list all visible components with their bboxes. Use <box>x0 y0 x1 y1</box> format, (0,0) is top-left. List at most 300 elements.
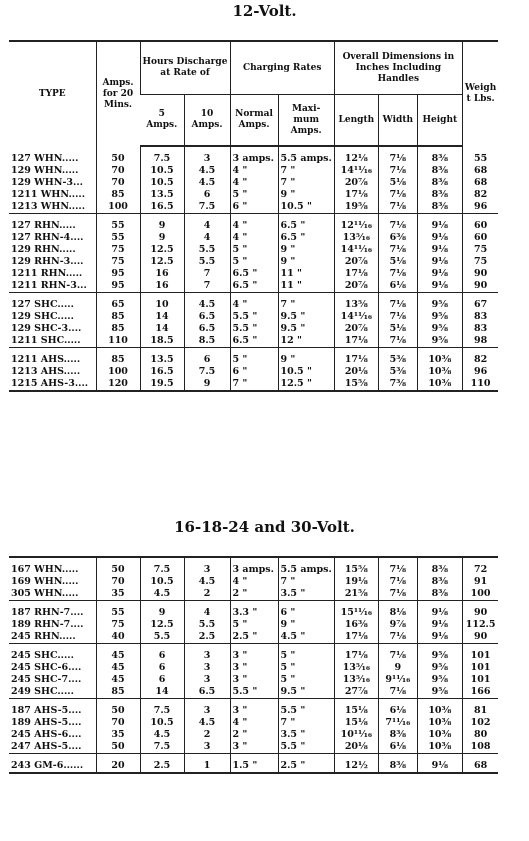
cell-normal-amps: 4 " <box>230 299 278 311</box>
cell-length: 10¹¹⁄₁₆ <box>334 729 378 741</box>
cell-discharge-5-amps: 10 <box>140 299 184 311</box>
spacer-cell <box>334 146 378 153</box>
cell-discharge-10-amps: 7 <box>184 280 230 293</box>
cell-discharge-5-amps: 7.5 <box>140 564 184 576</box>
cell-width: 7⅛ <box>378 686 417 699</box>
cell-discharge-5-amps: 9 <box>140 232 184 244</box>
cell-type: 127 SHC..... <box>11 299 74 310</box>
cell-maximum-amps: 5.5 amps. <box>278 564 334 576</box>
cell-maximum-amps: 12 " <box>278 335 334 348</box>
cell-width: 7⅛ <box>378 189 417 201</box>
cell-width: 7⅛ <box>378 268 417 280</box>
cell-discharge-5-amps: 14 <box>140 686 184 699</box>
cell-normal-amps: 4 " <box>230 232 278 244</box>
header-amps: Amps. for 20 Mins. <box>96 41 140 146</box>
cell-width: 5⅜ <box>378 366 417 378</box>
cell-weight: 75 <box>462 244 498 256</box>
cell-discharge-5-amps: 6 <box>140 674 184 686</box>
cell-discharge-10-amps: 2 <box>184 729 230 741</box>
table-body-12-volt <box>9 146 498 391</box>
table-row <box>9 220 498 232</box>
cell-height: 9⅛ <box>417 631 462 644</box>
table-row <box>9 177 498 189</box>
cell-discharge-10-amps: 4 <box>184 607 230 619</box>
cell-length: 17⅛ <box>334 268 378 280</box>
cell-maximum-amps: 2.5 " <box>278 760 334 773</box>
spacer-cell <box>278 557 334 564</box>
spacer-cell <box>278 146 334 153</box>
cell-discharge-10-amps: 3 <box>184 564 230 576</box>
table-row <box>9 256 498 268</box>
table-row <box>9 366 498 378</box>
cell-weight: 83 <box>462 311 498 323</box>
cell-width: 8⅜ <box>378 760 417 773</box>
cell-maximum-amps: 12.5 " <box>278 378 334 391</box>
cell-normal-amps: 3 " <box>230 741 278 754</box>
cell-type: 249 SHC..... <box>11 686 74 697</box>
cell-weight: 90 <box>462 280 498 293</box>
cell-normal-amps: 5 " <box>230 244 278 256</box>
spacer-cell <box>417 146 462 153</box>
cell-amps-20-min: 70 <box>96 177 140 189</box>
cell-normal-amps: 5 " <box>230 189 278 201</box>
table-row <box>9 705 498 717</box>
cell-width: 7¹¹⁄₁₆ <box>378 717 417 729</box>
cell-amps-20-min: 40 <box>96 631 140 644</box>
cell-discharge-10-amps: 5.5 <box>184 619 230 631</box>
header-normal-amps: Normal Amps. <box>230 95 278 147</box>
header-width: Width <box>378 95 417 147</box>
cell-length: 20⅞ <box>334 177 378 189</box>
header-hours-discharge: Hours Discharge at Rate of <box>140 41 230 95</box>
battery-table-12-volt <box>9 40 498 392</box>
cell-amps-20-min: 120 <box>96 378 140 391</box>
cell-maximum-amps: 11 " <box>278 280 334 293</box>
cell-amps-20-min: 100 <box>96 201 140 214</box>
cell-weight: 72 <box>462 564 498 576</box>
cell-discharge-5-amps: 10.5 <box>140 717 184 729</box>
cell-maximum-amps: 10.5 " <box>278 201 334 214</box>
cell-amps-20-min: 50 <box>96 705 140 717</box>
cell-type: 1211 WHN..... <box>11 189 86 200</box>
cell-normal-amps: 5 " <box>230 354 278 366</box>
cell-type: 1211 AHS..... <box>11 354 81 365</box>
header-charging-rates: Charging Rates <box>230 41 334 95</box>
cell-type: 1213 AHS..... <box>11 366 81 377</box>
table-row <box>9 244 498 256</box>
cell-discharge-10-amps: 5.5 <box>184 256 230 268</box>
cell-normal-amps: 7 " <box>230 378 278 391</box>
cell-maximum-amps: 6.5 " <box>278 232 334 244</box>
cell-type: 127 WHN..... <box>11 153 79 164</box>
cell-weight: 90 <box>462 268 498 280</box>
cell-discharge-10-amps: 9 <box>184 378 230 391</box>
cell-discharge-10-amps: 3 <box>184 662 230 674</box>
cell-weight: 101 <box>462 650 498 662</box>
cell-width: 9⅞ <box>378 619 417 631</box>
cell-type: 189 RHN-7.... <box>11 619 84 630</box>
cell-width: 7⅛ <box>378 244 417 256</box>
spacer-cell <box>378 146 417 153</box>
cell-discharge-10-amps: 3 <box>184 674 230 686</box>
cell-height: 10⅜ <box>417 354 462 366</box>
cell-width: 5⅛ <box>378 256 417 268</box>
spacer-cell <box>184 146 230 153</box>
header-maximum-amps: Maxi- mum Amps. <box>278 95 334 147</box>
cell-discharge-5-amps: 12.5 <box>140 619 184 631</box>
table-body-16-30-volt <box>9 557 498 773</box>
table-row <box>9 576 498 588</box>
cell-height: 9⅝ <box>417 323 462 335</box>
table-row <box>9 165 498 177</box>
cell-height: 9⅝ <box>417 686 462 699</box>
cell-length: 20⅛ <box>334 741 378 754</box>
cell-maximum-amps: 5 " <box>278 650 334 662</box>
cell-discharge-10-amps: 3 <box>184 741 230 754</box>
cell-weight: 55 <box>462 153 498 165</box>
cell-normal-amps: 3 amps. <box>230 153 278 165</box>
cell-normal-amps: 5 " <box>230 619 278 631</box>
spacer-cell <box>417 557 462 564</box>
cell-maximum-amps: 6 " <box>278 607 334 619</box>
cell-type: 243 GM-6...... <box>9 760 96 773</box>
cell-length: 20⅛ <box>334 366 378 378</box>
spacer-cell <box>462 146 498 153</box>
cell-type: 129 SHC-3.... <box>11 323 82 334</box>
spacer-cell <box>184 557 230 564</box>
cell-weight: 101 <box>462 674 498 686</box>
table-row <box>9 729 498 741</box>
cell-type: 127 RHN-4.... <box>11 232 84 243</box>
cell-amps-20-min: 45 <box>96 662 140 674</box>
cell-discharge-5-amps: 2.5 <box>140 760 184 773</box>
cell-height: 8⅜ <box>417 153 462 165</box>
cell-type: 189 AHS-5.... <box>11 717 82 728</box>
cell-type: 1213 WHN..... <box>11 201 86 212</box>
cell-length: 20⅞ <box>334 280 378 293</box>
cell-maximum-amps: 3.5 " <box>278 588 334 601</box>
cell-length: 12⅛ <box>334 153 378 165</box>
cell-discharge-10-amps: 4.5 <box>184 299 230 311</box>
cell-type: 129 RHN-3.... <box>11 256 84 267</box>
cell-discharge-10-amps: 4.5 <box>184 165 230 177</box>
cell-maximum-amps: 9.5 " <box>278 311 334 323</box>
cell-height: 9⅛ <box>417 220 462 232</box>
cell-width: 6⅛ <box>378 280 417 293</box>
cell-amps-20-min: 45 <box>96 650 140 662</box>
table-row <box>9 631 498 644</box>
cell-length: 17⅛ <box>334 189 378 201</box>
cell-amps-20-min: 70 <box>96 576 140 588</box>
cell-weight: 91 <box>462 576 498 588</box>
cell-height: 9⅛ <box>417 232 462 244</box>
cell-weight: 98 <box>462 335 498 348</box>
cell-length: 12½ <box>334 760 378 773</box>
table-row <box>9 335 498 348</box>
cell-length: 14¹¹⁄₁₆ <box>334 311 378 323</box>
group-spacer <box>9 557 498 564</box>
header-10-amps: 10 Amps. <box>184 95 230 147</box>
cell-maximum-amps: 9.5 " <box>278 323 334 335</box>
cell-discharge-10-amps: 6 <box>184 189 230 201</box>
cell-height: 9⅛ <box>417 280 462 293</box>
cell-height: 8⅜ <box>417 576 462 588</box>
header-height: Height <box>417 95 462 147</box>
cell-height: 8⅜ <box>417 564 462 576</box>
cell-discharge-5-amps: 4.5 <box>140 729 184 741</box>
cell-height: 9⅛ <box>417 256 462 268</box>
cell-length: 19⅝ <box>334 201 378 214</box>
cell-type: 245 AHS-6.... <box>11 729 82 740</box>
cell-discharge-10-amps: 8.5 <box>184 335 230 348</box>
cell-weight: 82 <box>462 189 498 201</box>
cell-type: 245 SHC-6.... <box>11 662 82 673</box>
cell-discharge-10-amps: 6.5 <box>184 323 230 335</box>
cell-maximum-amps: 9 " <box>278 244 334 256</box>
cell-discharge-5-amps: 10.5 <box>140 177 184 189</box>
cell-height: 8⅜ <box>417 165 462 177</box>
cell-height: 9⅝ <box>417 311 462 323</box>
cell-type: 187 AHS-5.... <box>11 705 82 716</box>
cell-maximum-amps: 7 " <box>278 165 334 177</box>
cell-weight: 80 <box>462 729 498 741</box>
cell-normal-amps: 3 amps. <box>230 564 278 576</box>
cell-length: 27⅞ <box>334 686 378 699</box>
cell-amps-20-min: 95 <box>96 280 140 293</box>
cell-type: 247 AHS-5.... <box>11 741 82 752</box>
cell-discharge-5-amps: 5.5 <box>140 631 184 644</box>
cell-discharge-5-amps: 14 <box>140 311 184 323</box>
cell-amps-20-min: 85 <box>96 323 140 335</box>
spacer-cell <box>334 557 378 564</box>
cell-length: 13⅝ <box>334 299 378 311</box>
cell-discharge-5-amps: 4.5 <box>140 588 184 601</box>
cell-width: 6⅛ <box>378 705 417 717</box>
cell-length: 15⅛ <box>334 717 378 729</box>
cell-width: 7⅛ <box>378 631 417 644</box>
table-row <box>9 650 498 662</box>
cell-discharge-10-amps: 1 <box>184 760 230 773</box>
cell-type: 245 SHC-7.... <box>11 674 82 685</box>
cell-normal-amps: 6 " <box>230 366 278 378</box>
cell-height: 9⅛ <box>417 760 462 773</box>
table-row <box>9 674 498 686</box>
cell-length: 14¹¹⁄₁₆ <box>334 165 378 177</box>
cell-weight: 112.5 <box>462 619 498 631</box>
cell-discharge-10-amps: 4.5 <box>184 576 230 588</box>
cell-height: 9⅝ <box>417 650 462 662</box>
cell-type: 245 RHN..... <box>11 631 76 642</box>
cell-weight: 82 <box>462 354 498 366</box>
cell-discharge-10-amps: 4.5 <box>184 717 230 729</box>
cell-weight: 90 <box>462 607 498 619</box>
cell-discharge-10-amps: 6.5 <box>184 686 230 699</box>
cell-width: 7⅛ <box>378 564 417 576</box>
cell-discharge-5-amps: 14 <box>140 323 184 335</box>
cell-weight: 67 <box>462 299 498 311</box>
cell-discharge-5-amps: 16 <box>140 268 184 280</box>
cell-length: 21⅝ <box>334 588 378 601</box>
header-weight: Weigh t Lbs. <box>462 41 498 146</box>
cell-height: 9⅛ <box>417 619 462 631</box>
cell-height: 10⅜ <box>417 705 462 717</box>
cell-weight: 96 <box>462 201 498 214</box>
cell-height: 8⅜ <box>417 189 462 201</box>
cell-maximum-amps: 9.5 " <box>278 686 334 699</box>
cell-length: 15⅛ <box>334 705 378 717</box>
cell-height: 8⅜ <box>417 588 462 601</box>
cell-discharge-5-amps: 13.5 <box>140 189 184 201</box>
cell-width: 7⅛ <box>378 153 417 165</box>
cell-type: 305 WHN..... <box>11 588 79 599</box>
cell-discharge-10-amps: 3 <box>184 705 230 717</box>
spacer-cell <box>378 557 417 564</box>
cell-length: 13⁵⁄₁₆ <box>334 232 378 244</box>
cell-discharge-10-amps: 4 <box>184 220 230 232</box>
cell-height: 10⅜ <box>417 717 462 729</box>
cell-type: 129 SHC..... <box>11 311 74 322</box>
cell-width: 7⅛ <box>378 650 417 662</box>
cell-type: 129 RHN..... <box>11 244 76 255</box>
cell-weight: 101 <box>462 662 498 674</box>
cell-maximum-amps: 7 " <box>278 717 334 729</box>
cell-discharge-10-amps: 7 <box>184 268 230 280</box>
cell-length: 15⅝ <box>334 378 378 391</box>
cell-length: 13⁵⁄₁₆ <box>334 662 378 674</box>
cell-amps-20-min: 70 <box>96 165 140 177</box>
cell-discharge-5-amps: 12.5 <box>140 256 184 268</box>
cell-normal-amps: 6 " <box>230 201 278 214</box>
cell-discharge-5-amps: 9 <box>140 220 184 232</box>
header-5-amps: 5 Amps. <box>140 95 184 147</box>
spacer-cell <box>462 557 498 564</box>
cell-width: 6⅛ <box>378 741 417 754</box>
table-row <box>9 189 498 201</box>
cell-height: 9⅛ <box>417 268 462 280</box>
cell-amps-20-min: 95 <box>96 268 140 280</box>
cell-amps-20-min: 20 <box>96 760 140 773</box>
cell-width: 5⅛ <box>378 177 417 189</box>
cell-normal-amps: 2.5 " <box>230 631 278 644</box>
cell-discharge-5-amps: 16.5 <box>140 201 184 214</box>
cell-discharge-5-amps: 13.5 <box>140 354 184 366</box>
cell-normal-amps: 4 " <box>230 717 278 729</box>
cell-weight: 75 <box>462 256 498 268</box>
cell-weight: 60 <box>462 220 498 232</box>
cell-type: 127 RHN..... <box>11 220 76 231</box>
cell-discharge-5-amps: 7.5 <box>140 705 184 717</box>
cell-normal-amps: 3 " <box>230 650 278 662</box>
cell-length: 20⅞ <box>334 256 378 268</box>
cell-weight: 68 <box>462 760 498 773</box>
cell-weight: 83 <box>462 323 498 335</box>
cell-discharge-5-amps: 7.5 <box>140 153 184 165</box>
cell-amps-20-min: 85 <box>96 311 140 323</box>
spacer-cell <box>230 557 278 564</box>
spacer-cell <box>9 557 96 564</box>
cell-length: 13⁵⁄₁₆ <box>334 674 378 686</box>
cell-amps-20-min: 65 <box>96 299 140 311</box>
cell-weight: 100 <box>462 588 498 601</box>
cell-discharge-5-amps: 7.5 <box>140 741 184 754</box>
spacer-cell <box>230 146 278 153</box>
cell-discharge-5-amps: 16.5 <box>140 366 184 378</box>
cell-length: 16⅜ <box>334 619 378 631</box>
cell-length: 17⅛ <box>334 631 378 644</box>
cell-discharge-10-amps: 4.5 <box>184 177 230 189</box>
table-row <box>9 201 498 214</box>
cell-width: 8⅛ <box>378 607 417 619</box>
cell-discharge-10-amps: 2 <box>184 588 230 601</box>
cell-normal-amps: 5 " <box>230 256 278 268</box>
cell-amps-20-min: 45 <box>96 674 140 686</box>
cell-amps-20-min: 55 <box>96 220 140 232</box>
cell-length: 15⅝ <box>334 564 378 576</box>
cell-maximum-amps: 10.5 " <box>278 366 334 378</box>
spacer-cell <box>9 146 96 153</box>
cell-weight: 90 <box>462 631 498 644</box>
cell-weight: 60 <box>462 232 498 244</box>
cell-type: 129 WHN..... <box>11 165 79 176</box>
cell-amps-20-min: 100 <box>96 366 140 378</box>
cell-width: 8⅜ <box>378 729 417 741</box>
table-row <box>9 607 498 619</box>
header-length: Length <box>334 95 378 147</box>
cell-discharge-10-amps: 3 <box>184 650 230 662</box>
cell-maximum-amps: 7 " <box>278 177 334 189</box>
cell-maximum-amps: 7 " <box>278 576 334 588</box>
cell-width: 6⅜ <box>378 232 417 244</box>
cell-type: 1211 RHN-3... <box>11 280 87 291</box>
table-row <box>9 686 498 699</box>
cell-discharge-5-amps: 18.5 <box>140 335 184 348</box>
cell-height: 9⅝ <box>417 299 462 311</box>
cell-normal-amps: 6.5 " <box>230 280 278 293</box>
header-type: TYPE <box>9 41 96 146</box>
cell-amps-20-min: 50 <box>96 741 140 754</box>
cell-length: 14¹¹⁄₁₆ <box>334 244 378 256</box>
cell-length: 20⅞ <box>334 323 378 335</box>
table-title-12-volt: 12-Volt. <box>232 2 297 20</box>
cell-width: 7⅜ <box>378 378 417 391</box>
cell-type: 1211 RHN..... <box>11 268 83 279</box>
cell-maximum-amps: 5.5 " <box>278 741 334 754</box>
table-row <box>9 268 498 280</box>
cell-discharge-5-amps: 10.5 <box>140 165 184 177</box>
cell-amps-20-min: 85 <box>96 354 140 366</box>
cell-type: 245 SHC..... <box>11 650 74 661</box>
cell-width: 7⅛ <box>378 588 417 601</box>
cell-width: 7⅛ <box>378 165 417 177</box>
cell-weight: 166 <box>462 686 498 699</box>
cell-amps-20-min: 50 <box>96 564 140 576</box>
cell-amps-20-min: 75 <box>96 244 140 256</box>
cell-normal-amps: 2 " <box>230 729 278 741</box>
cell-normal-amps: 4 " <box>230 576 278 588</box>
cell-amps-20-min: 85 <box>96 189 140 201</box>
cell-weight: 102 <box>462 717 498 729</box>
cell-maximum-amps: 9 " <box>278 256 334 268</box>
cell-height: 9⅛ <box>417 244 462 256</box>
table-row <box>9 378 498 391</box>
cell-maximum-amps: 5.5 " <box>278 705 334 717</box>
cell-discharge-10-amps: 4 <box>184 232 230 244</box>
cell-normal-amps: 5.5 " <box>230 686 278 699</box>
table-row <box>9 153 498 165</box>
cell-weight: 96 <box>462 366 498 378</box>
cell-height: 8⅜ <box>417 177 462 189</box>
header-overall-dimensions: Overall Dimensions in Inches Including Handles <box>334 41 462 95</box>
